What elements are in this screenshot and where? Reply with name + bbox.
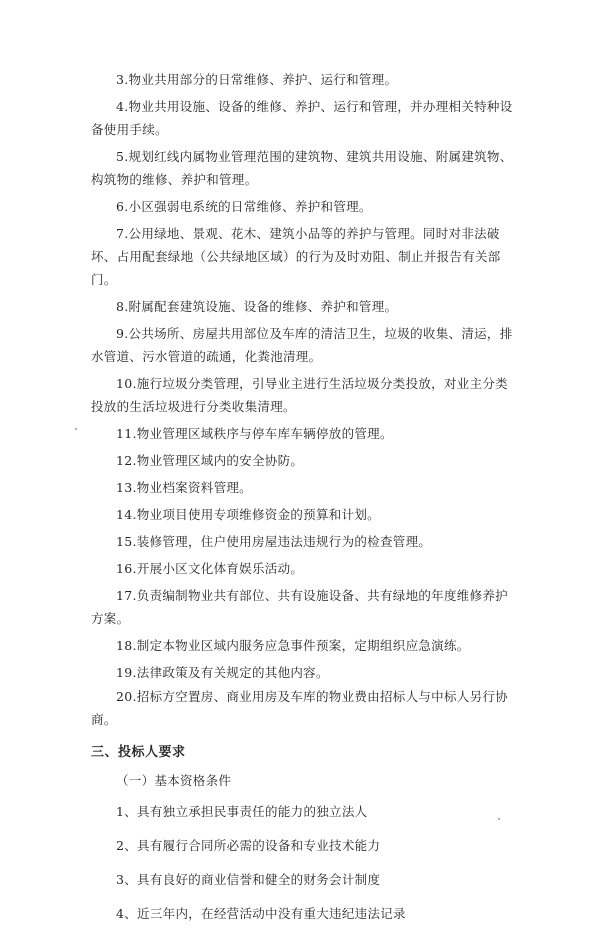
list-item-5: 5.规划红线内属物业管理范围的建筑物、建筑共用设施、附属建筑物、构筑物的维修、养护和管理。 — [91, 149, 513, 187]
document-body — [91, 68, 516, 936]
list-item-15: 15.装修管理，住户使用房屋违法违规行为的检查管理。 — [116, 534, 432, 549]
section-subheading: （一）基本资格条件 — [116, 773, 232, 788]
requirement-item-3: 3、具有良好的商业信誉和健全的财务会计制度 — [116, 872, 381, 887]
list-item-11: 11.物业管理区域秩序与停车库车辆停放的管理。 — [116, 426, 393, 441]
list-item-20: 20.招标方空置房、商业用房及车库的物业费由招标人与中标人另行协商。 — [91, 689, 508, 727]
list-item-18: 18.制定本物业区域内服务应急事件预案，定期组织应急演练。 — [116, 638, 470, 653]
list-item-7: 7.公用绿地、景观、花木、建筑小品等的养护与管理。同时对非法破坏、占用配套绿地（公共绿地区域）的行为及时劝阻、制止并报告有关部门。 — [91, 226, 501, 287]
scan-speck — [75, 428, 77, 430]
list-item-17: 17.负责编制物业共有部位、共有设施设备、共有绿地的年度维修养护方案。 — [91, 588, 508, 626]
list-item-3: 3.物业共用部分的日常维修、养护、运行和管理。 — [116, 72, 398, 87]
requirement-item-4: 4、近三年内，在经营活动中没有重大违纪违法记录 — [116, 906, 406, 921]
list-item-8: 8.附属配套建筑设施、设备的维修、养护和管理。 — [116, 299, 398, 314]
scan-speck — [498, 818, 500, 820]
list-item-19: 19.法律政策及有关规定的其他内容。 — [116, 665, 329, 680]
list-item-13: 13.物业档案资料管理。 — [116, 480, 252, 495]
list-item-10: 10.施行垃圾分类管理，引导业主进行生活垃圾分类投放，对业主分类投放的生活垃圾进行分类收集清理。 — [91, 376, 508, 414]
list-item-4: 4.物业共用设施、设备的维修、养护、运行和管理，并办理相关特种设备使用手续。 — [91, 99, 513, 137]
list-item-16: 16.开展小区文化体育娱乐活动。 — [116, 561, 304, 576]
list-item-6: 6.小区强弱电系统的日常维修、养护和管理。 — [116, 199, 372, 214]
list-item-12: 12.物业管理区域内的安全协防。 — [116, 453, 304, 468]
requirement-item-2: 2、具有履行合同所必需的设备和专业技术能力 — [116, 838, 381, 853]
list-item-14: 14.物业项目使用专项维修资金的预算和计划。 — [116, 507, 380, 522]
list-item-9: 9.公共场所、房屋共用部位及车库的清洁卫生，垃圾的收集、清运，排水管道、污水管道的疏通，化粪池清理。 — [91, 326, 513, 364]
requirement-item-1: 1、具有独立承担民事责任的能力的独立法人 — [116, 804, 368, 819]
section-heading: 三、投标人要求 — [91, 745, 186, 760]
